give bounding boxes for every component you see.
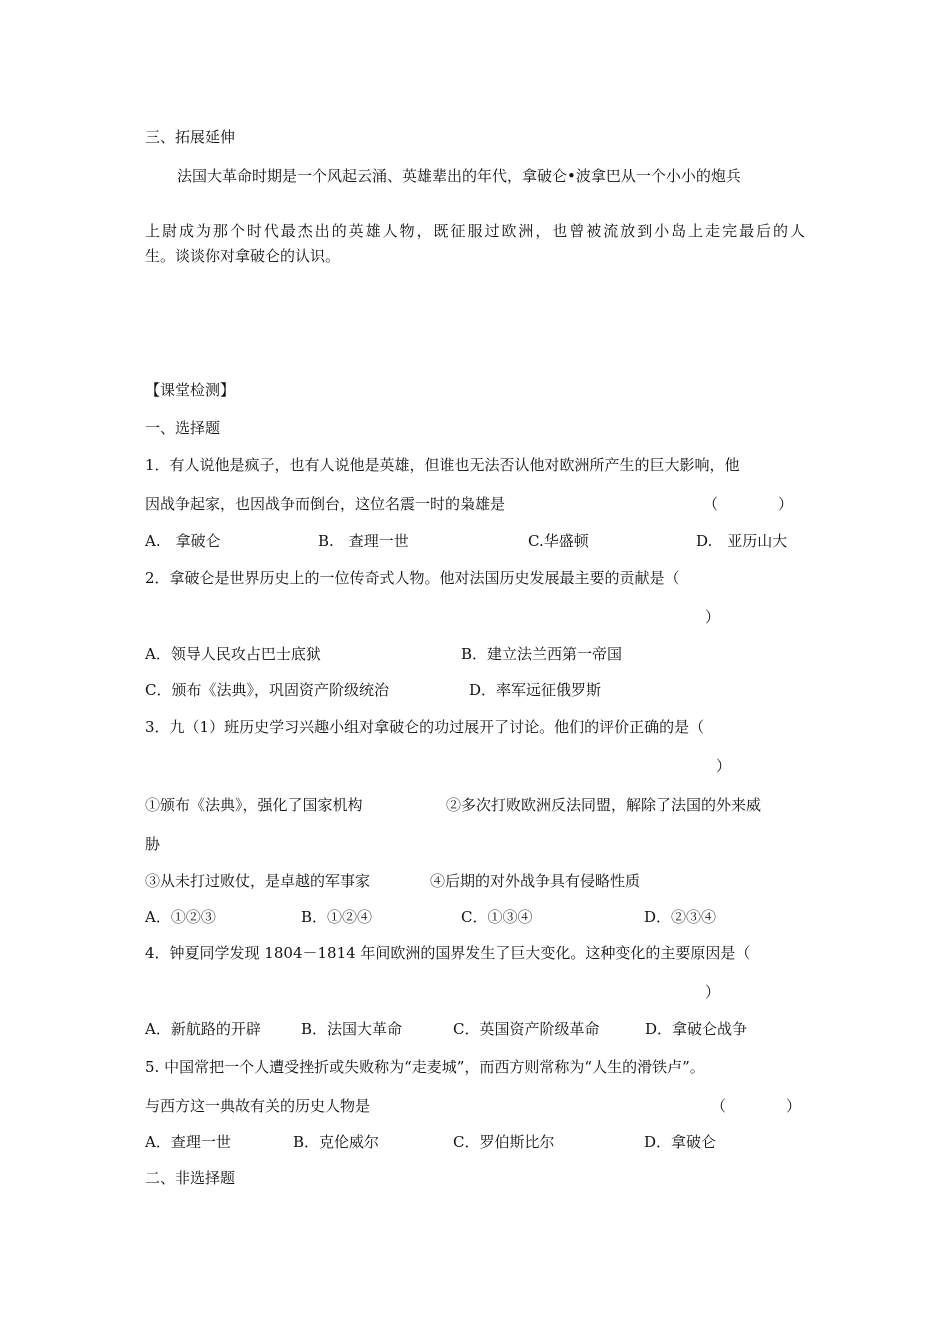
statement-2-cont: 胁 [145,835,161,853]
option-a: A．新航路的开辟 [145,1020,261,1038]
option-c: C．英国资产阶级革命 [453,1020,600,1038]
option-c: C．颁布《法典》，巩固资产阶级统治 [145,681,389,699]
statement-3: ③从未打过败仗，是卓越的军事家 [145,872,371,890]
statement-1: ①颁布《法典》，强化了国家机构 [145,796,363,814]
statement-4: ④后期的对外战争具有侵略性质 [430,872,641,890]
option-b: B．法国大革命 [301,1020,403,1038]
statement-2: ②多次打败欧洲反法同盟，解除了法国的外来威 [446,796,762,814]
option-a: A．①②③ [145,908,216,926]
question-2-line: 2．拿破仑是世界历史上的一位传奇式人物。他对法国历史发展最主要的贡献是（ [145,569,680,587]
option-d: D．②③④ [644,908,717,926]
option-d: D．拿破仑 [644,1133,717,1151]
paragraph-line: 生。谈谈你对拿破仑的认识。 [145,247,341,265]
option-b: B．①②④ [301,908,373,926]
question-5-line: 5. 中国常把一个人遭受挫折或失败称为“走麦城”，而西方则常称为“人生的滑铁卢”。 [145,1058,705,1076]
option-c: C．①③④ [461,908,533,926]
option-a: A．领导人民攻占巴士底狱 [145,645,321,663]
question-3-line: 3．九（1）班历史学习兴趣小组对拿破仑的功过展开了讨论。他们的评价正确的是（ [145,718,705,736]
option-d: D．拿破仑战争 [645,1020,748,1038]
answer-paren: （ ） [711,1097,802,1115]
section-heading-extension: 三、拓展延伸 [145,128,236,146]
option-b: B. 查理一世 [318,532,409,550]
option-b: B．克伦威尔 [293,1133,380,1151]
answer-paren: ） [705,608,721,626]
option-b: B．建立法兰西第一帝国 [461,645,623,663]
option-a: A. 拿破仑 [145,532,221,550]
option-c: C.华盛顿 [528,532,589,550]
section-heading-check: 【课堂检测】 [145,381,236,399]
answer-paren: ） [705,983,721,1001]
question-5-line: 与西方这一典故有关的历史人物是 [145,1097,371,1115]
option-a: A．查理一世 [145,1133,231,1151]
paragraph-line: 法国大革命时期是一个风起云涌、英雄辈出的年代，拿破仑•波拿巴从一个小小的炮兵 [177,167,741,185]
option-c: C．罗伯斯比尔 [453,1133,555,1151]
answer-paren: ） [716,757,732,775]
paragraph-line: 上尉成为那个时代最杰出的英雄人物，既征服过欧洲，也曾被流放到小岛上走完最后的人 [145,222,805,240]
option-d: D．率军远征俄罗斯 [469,681,602,699]
section-heading-choice: 一、选择题 [145,419,221,437]
option-d: D. 亚历山大 [696,532,788,550]
answer-paren: （ ） [703,495,794,513]
question-1-line: 因战争起家，也因战争而倒台，这位名震一时的枭雄是 [145,495,506,513]
question-1-line: 1．有人说他是疯子，也有人说他是英雄，但谁也无法否认他对欧洲所产生的巨大影响，他 [145,456,740,474]
section-heading-nonchoice: 二、非选择题 [145,1169,236,1187]
question-4-line: 4．钟夏同学发现 1804－1814 年间欧洲的国界发生了巨大变化。这种变化的主要原因是（ [145,944,751,962]
